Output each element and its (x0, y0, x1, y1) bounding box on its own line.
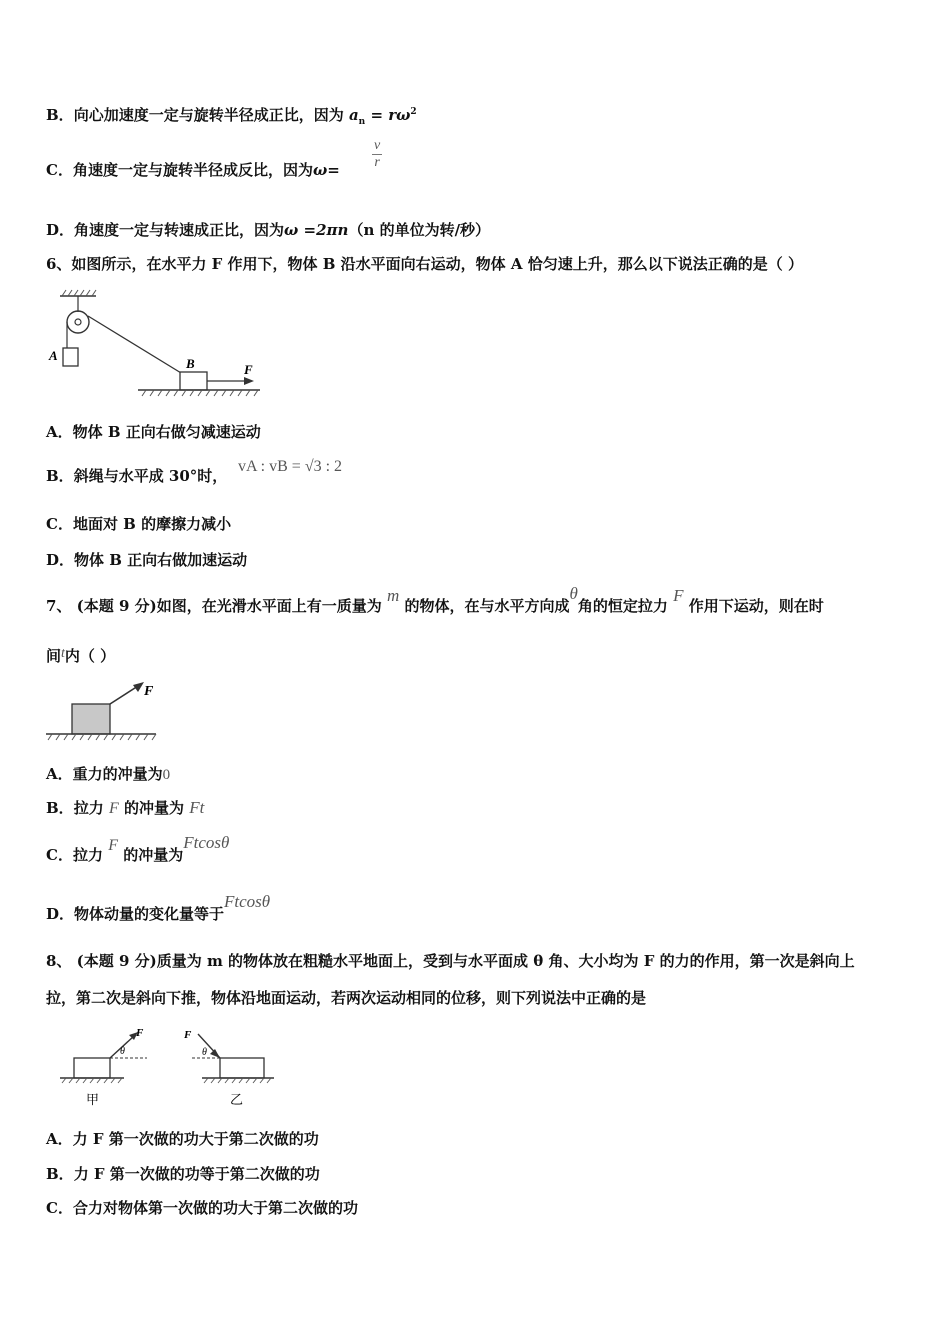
question-text: 6、如图所示，在水平力 F 作用下，物体 B 沿水平面向右运动，物体 A 恰匀速上升，那么以下说法正确的是（ ） (46, 255, 803, 273)
theta-jia: θ (120, 1046, 125, 1057)
option-text: 物体动量的变化量等于 (74, 905, 225, 923)
q8-two-cases-figure (52, 1024, 292, 1112)
option-label: C． (46, 161, 73, 179)
q8-option-c (46, 1198, 358, 1218)
q7-stem-line1 (46, 584, 824, 616)
fraction-denominator: r (374, 155, 380, 170)
option-label: B． (46, 799, 74, 817)
label-f-jia: F (136, 1027, 144, 1039)
stem-text: 间 (46, 647, 62, 665)
stem-text: 角的恒定拉力 (577, 597, 668, 615)
option-text: 斜绳与水平成 30°时， (73, 467, 228, 485)
option-text: 重力的冲量为 (72, 765, 163, 783)
stem-text: 作用下运动，则在时 (688, 597, 824, 615)
q5-option-d (46, 220, 490, 240)
q7-option-c (46, 833, 230, 866)
omega-eq: ω= (312, 161, 340, 179)
q6-option-c (46, 514, 231, 534)
q7-option-d (46, 892, 271, 924)
option-label: B． (46, 106, 74, 124)
option-label: A． (46, 765, 73, 783)
q8-stem-line2 (46, 988, 646, 1008)
option-text: 物体 B 正向右做加速运动 (74, 551, 248, 569)
symbol-f: F (673, 586, 684, 605)
block (72, 704, 110, 734)
caption-yi: 乙 (230, 1092, 244, 1107)
formula: Ftcosθ (183, 833, 230, 852)
q6-option-b (46, 466, 227, 486)
q5-option-b (46, 102, 417, 132)
pulley (67, 311, 89, 333)
formula-r-omega: rω (388, 106, 411, 124)
q8-option-b (46, 1164, 320, 1184)
label-a: A (49, 348, 58, 363)
option-text: 地面对 B 的摩擦力减小 (72, 515, 232, 533)
q6-option-a (46, 422, 261, 442)
formula: 0 (162, 767, 171, 783)
label-f-yi: F (184, 1029, 192, 1041)
formula: Ft (189, 798, 205, 817)
q7-stem-line2 (46, 646, 115, 668)
formula: Ftcosθ (224, 892, 271, 911)
option-text: 角速度一定与旋转半径成反比，因为 (72, 161, 313, 179)
option-label: A． (46, 1130, 73, 1148)
option-text: 向心加速度一定与旋转半径成正比，因为 (73, 106, 344, 124)
option-text: 物体 B 正向右做匀减速运动 (72, 423, 261, 441)
stem-text: 拉，第二次是斜向下推，物体沿地面运动，若两次运动相同的位移，则下列说法中正确的是 (46, 989, 647, 1007)
option-text: 拉力 (72, 846, 103, 864)
caption-jia: 甲 (86, 1092, 100, 1107)
q6-stem (46, 254, 803, 274)
option-text: 力 F 第一次做的功大于第二次做的功 (72, 1130, 319, 1148)
fraction-v-over-r (372, 138, 382, 171)
formula-sub: n (358, 117, 366, 127)
q8-stem-line1 (46, 951, 855, 971)
symbol-f: F (108, 800, 119, 817)
symbol-theta: θ (569, 584, 578, 603)
symbol-m: m (386, 586, 400, 605)
q7-block-figure (44, 676, 164, 746)
unit-note: （n 的单位为转/秒） (348, 221, 491, 239)
formula-sup: 2 (410, 107, 417, 117)
stem-text: 的物体，在与水平方向成 (404, 597, 570, 615)
label-f: F (144, 684, 154, 699)
velocity-ratio-formula: vA : vB = √3 : 2 (238, 458, 343, 475)
label-b: B (186, 356, 195, 371)
block-jia (74, 1058, 110, 1078)
option-text: 角速度一定与转速成正比，因为 (74, 221, 285, 239)
theta-yi: θ (202, 1047, 207, 1058)
symbol-f: F (108, 837, 118, 854)
stem-text: 8、 (本题 9 分)质量为 m 的物体放在粗糙水平地面上，受到与水平面成 θ 角、大小均为 F 的力的作用，第一次是斜向上 (46, 952, 855, 970)
q7-option-a (46, 764, 170, 785)
q6-option-d (46, 550, 247, 570)
option-text: 拉力 (73, 799, 104, 817)
option-label: C． (46, 846, 73, 864)
option-text: 的冲量为 (123, 846, 184, 864)
option-label: C． (46, 1199, 73, 1217)
symbol-t: t (61, 646, 65, 661)
option-label: D． (46, 551, 75, 569)
option-label: D． (46, 905, 75, 923)
option-text: 合力对物体第一次做的功大于第二次做的功 (72, 1199, 358, 1217)
option-label: B． (46, 467, 74, 485)
q6-pulley-figure (46, 286, 276, 401)
option-label: C． (46, 515, 73, 533)
option-text: 力 F 第一次做的功等于第二次做的功 (73, 1165, 320, 1183)
stem-text: 7、 (本题 9 分)如图，在光滑水平面上有一质量为 (46, 597, 382, 615)
formula: ω =2πn (284, 221, 349, 239)
option-label: A． (46, 423, 73, 441)
block-b (180, 372, 207, 390)
option-text: 的冲量为 (123, 799, 184, 817)
option-label: B． (46, 1165, 74, 1183)
formula-eq: = (365, 106, 389, 124)
q5-option-c (46, 160, 340, 180)
fraction-numerator: v (374, 138, 381, 153)
formula-a: a (348, 106, 359, 124)
stem-text: 内（ ） (64, 647, 116, 665)
block-a (63, 348, 78, 366)
block-yi (220, 1058, 264, 1078)
option-label: D． (46, 221, 75, 239)
q7-option-b (46, 798, 204, 819)
label-f: F (244, 362, 253, 377)
q8-option-a (46, 1129, 319, 1149)
